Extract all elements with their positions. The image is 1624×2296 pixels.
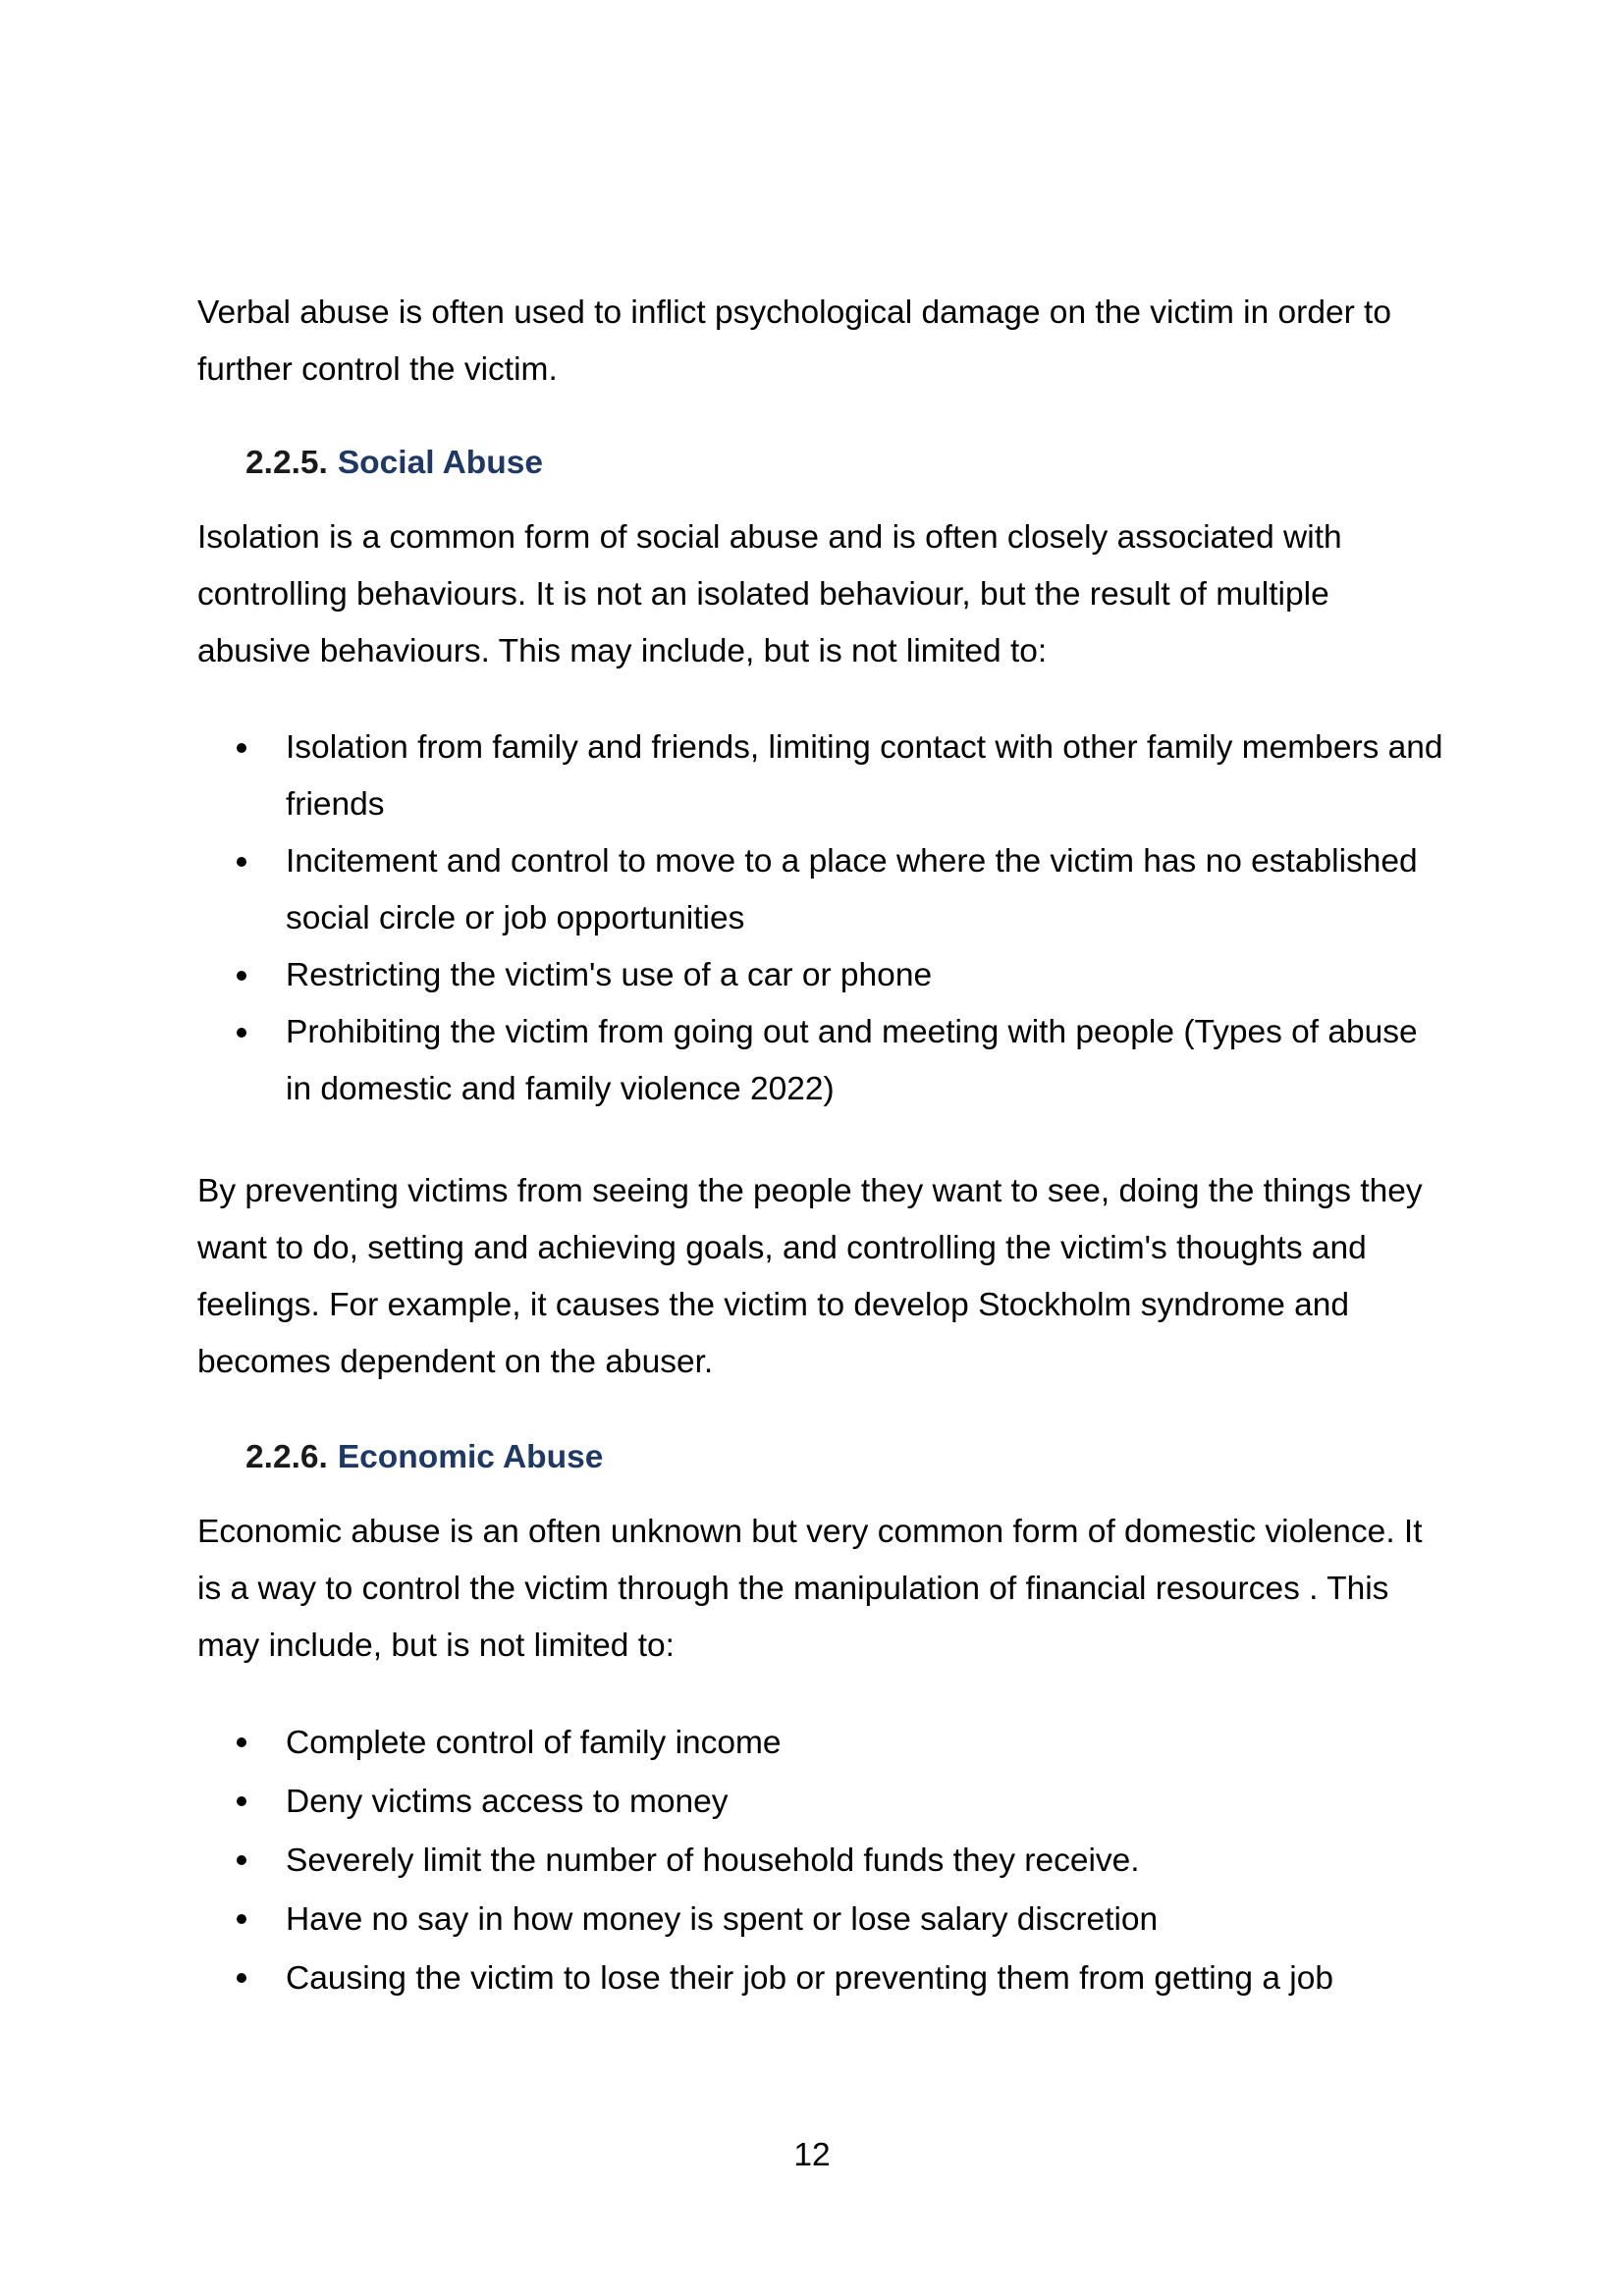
list-item <box>197 720 1444 833</box>
bullet-icon <box>237 1855 246 1865</box>
section-heading-social-abuse <box>245 444 543 483</box>
list-item-text: Isolation from family and friends, limiting contact with other family members and friends <box>286 729 1443 823</box>
list-item <box>197 1004 1444 1118</box>
social-abuse-closing: By preventing victims from seeing the people they want to see, doing the things they want to do, setting and achieving goals, and controlling the victim's thoughts and feelings. For example, it causes the victim to develop Stockholm syndrome and becomes dependent on the abuser. <box>197 1173 1423 1380</box>
bullet-icon <box>237 1914 246 1924</box>
bullet-icon <box>237 1796 246 1806</box>
bullet-icon <box>237 1737 246 1747</box>
list-item-text: Incitement and control to move to a place where the victim has no established social circle or job opportunities <box>286 843 1418 936</box>
list-item <box>197 1891 1444 1949</box>
list-item-text: Have no say in how money is spent or lose salary discretion <box>286 1901 1159 1938</box>
bullet-icon <box>237 1028 246 1038</box>
list-item-text: Prohibiting the victim from going out and meeting with people (Types of abuse in domestic and family violence 2022) <box>286 1014 1418 1107</box>
list-item <box>197 1949 1444 2008</box>
social-abuse-list <box>197 720 1444 1118</box>
list-item-text: Severely limit the number of household funds they receive. <box>286 1842 1140 1879</box>
economic-abuse-intro: Economic abuse is an often unknown but very common form of domestic violence. It is a way to control the victim through the manipulation of financial resources . This may include, but is not limited to: <box>197 1514 1423 1664</box>
section-heading-economic-abuse <box>245 1438 603 1477</box>
bullet-icon <box>237 857 246 867</box>
list-item-text: Deny victims access to money <box>286 1784 729 1820</box>
intro-paragraph: Verbal abuse is often used to inflict psychological damage on the victim in order to further control the victim. <box>197 294 1391 388</box>
bullet-icon <box>237 743 246 753</box>
bullet-icon <box>237 1973 246 1983</box>
economic-abuse-list <box>197 1714 1444 2008</box>
page-number: 12 <box>793 2137 831 2173</box>
section-title: Economic Abuse <box>337 1439 604 1475</box>
list-item <box>197 947 1444 1004</box>
list-item-text: Causing the victim to lose their job or preventing them from getting a job <box>286 1960 1333 1997</box>
section-title: Social Abuse <box>337 445 543 481</box>
bullet-icon <box>237 971 246 981</box>
section-number: 2.2.6. <box>245 1439 328 1475</box>
list-item <box>197 1773 1444 1832</box>
list-item <box>197 1832 1444 1891</box>
list-item-text: Complete control of family income <box>286 1725 782 1761</box>
list-item <box>197 833 1444 947</box>
list-item <box>197 1714 1444 1773</box>
social-abuse-intro: Isolation is a common form of social abuse and is often closely associated with controlling behaviours. It is not an isolated behaviour, but the result of multiple abusive behaviours. This may include, but is not limited to: <box>197 519 1342 669</box>
list-item-text: Restricting the victim's use of a car or phone <box>286 957 933 993</box>
section-number: 2.2.5. <box>245 445 328 481</box>
